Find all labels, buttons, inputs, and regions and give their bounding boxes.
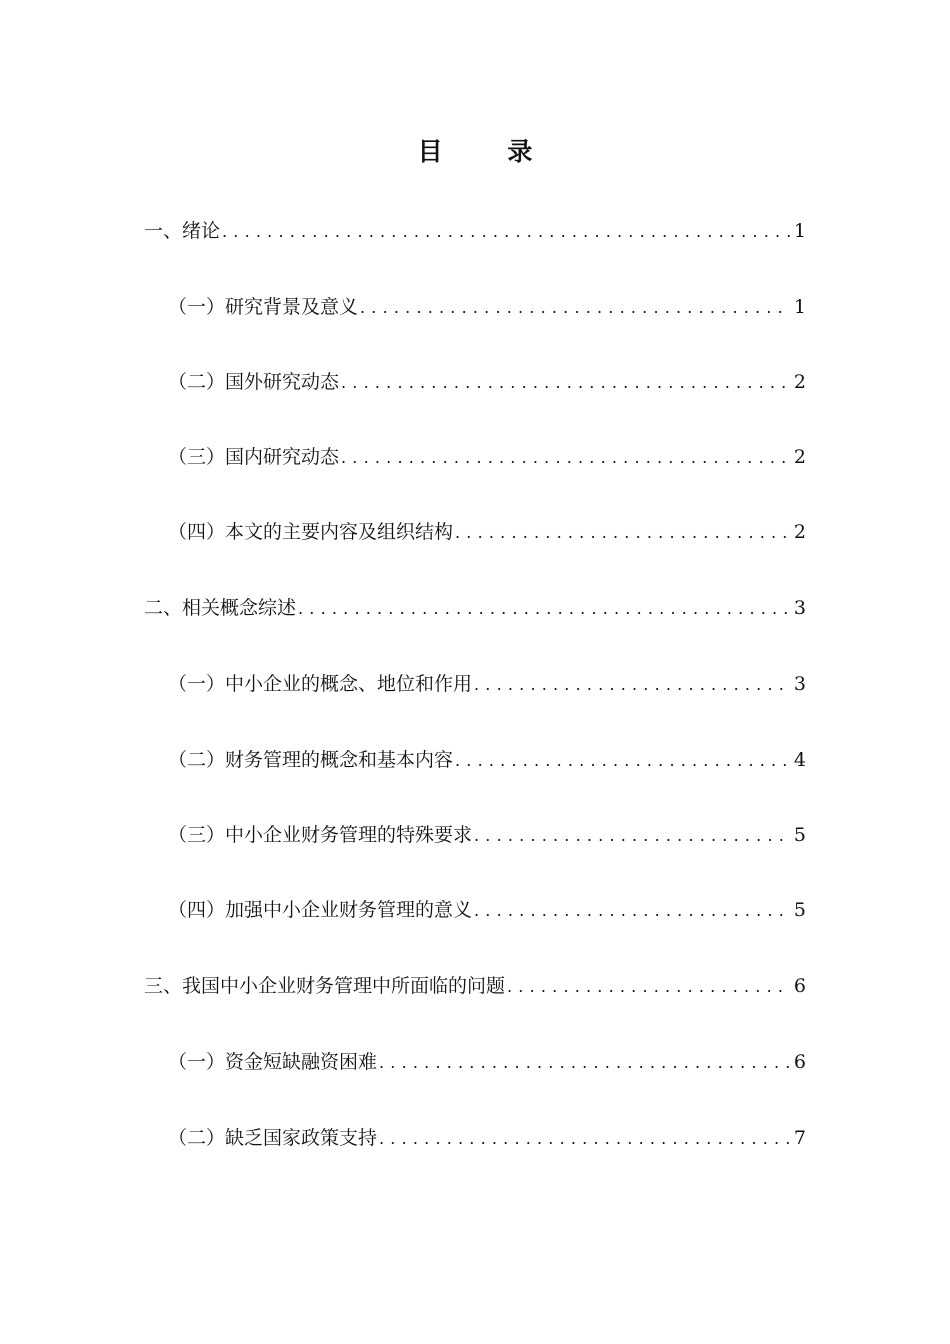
toc-leader-dots bbox=[341, 366, 790, 400]
toc-page-number: 2 bbox=[793, 371, 806, 393]
toc-leader-dots bbox=[341, 441, 790, 475]
toc-entry[interactable] bbox=[168, 893, 806, 927]
toc-entry[interactable] bbox=[168, 1121, 806, 1155]
toc-entry[interactable] bbox=[168, 515, 806, 549]
toc-entry-text: （二）缺乏国家政策支持 bbox=[168, 1127, 378, 1149]
toc-page-number: 2 bbox=[793, 521, 806, 543]
toc-leader-dots bbox=[507, 970, 790, 1004]
toc-entry-text: （一）研究背景及意义 bbox=[168, 296, 359, 318]
toc-entry[interactable] bbox=[168, 818, 806, 852]
toc-entry-text: （二）财务管理的概念和基本内容 bbox=[168, 749, 454, 771]
toc-entry-text: 一、绪论 bbox=[144, 220, 221, 242]
toc-page-number: 1 bbox=[793, 220, 806, 242]
toc-entry-text: （四）加强中小企业财务管理的意义 bbox=[168, 899, 473, 921]
toc-entry-text: （一）中小企业的概念、地位和作用 bbox=[168, 673, 473, 695]
toc-entry[interactable] bbox=[168, 290, 806, 324]
toc-entry-text: （四）本文的主要内容及组织结构 bbox=[168, 521, 454, 543]
toc-leader-dots bbox=[474, 668, 790, 702]
toc-entry[interactable] bbox=[144, 214, 806, 248]
toc-entry-text: 三、我国中小企业财务管理中所面临的问题 bbox=[144, 975, 506, 997]
toc-page-number: 2 bbox=[793, 446, 806, 468]
toc-leader-dots bbox=[474, 819, 790, 853]
toc-entry[interactable] bbox=[168, 365, 806, 399]
toc-leader-dots bbox=[360, 291, 790, 325]
toc-leader-dots bbox=[298, 592, 790, 626]
toc-leader-dots bbox=[474, 894, 790, 928]
toc-entry[interactable] bbox=[168, 440, 806, 474]
toc-entry-text: （二）国外研究动态 bbox=[168, 371, 340, 393]
toc-title: 目 录 bbox=[417, 137, 561, 166]
toc-page-number: 3 bbox=[793, 673, 806, 695]
toc-leader-dots bbox=[379, 1046, 790, 1080]
toc-page-number: 1 bbox=[793, 296, 806, 318]
toc-entry[interactable] bbox=[168, 667, 806, 701]
toc-page-number: 5 bbox=[793, 824, 806, 846]
toc-entry-text: 二、相关概念综述 bbox=[144, 597, 297, 619]
toc-leader-dots bbox=[379, 1122, 790, 1156]
toc-entry[interactable] bbox=[144, 969, 806, 1003]
toc-entry-text: （三）中小企业财务管理的特殊要求 bbox=[168, 824, 473, 846]
toc-entry[interactable] bbox=[144, 591, 806, 625]
toc-page-number: 6 bbox=[793, 975, 806, 997]
toc-leader-dots bbox=[455, 744, 790, 778]
toc-page-number: 5 bbox=[793, 899, 806, 921]
toc-leader-dots bbox=[455, 516, 790, 550]
toc-entry-text: （一）资金短缺融资困难 bbox=[168, 1051, 378, 1073]
toc-page-number: 3 bbox=[793, 597, 806, 619]
toc-page-number: 7 bbox=[793, 1127, 806, 1149]
toc-leader-dots bbox=[222, 215, 790, 249]
toc-page-number: 4 bbox=[793, 749, 806, 771]
toc-entry[interactable] bbox=[168, 743, 806, 777]
toc-entry[interactable] bbox=[168, 1045, 806, 1079]
toc-entry-text: （三）国内研究动态 bbox=[168, 446, 340, 468]
toc-page-number: 6 bbox=[793, 1051, 806, 1073]
